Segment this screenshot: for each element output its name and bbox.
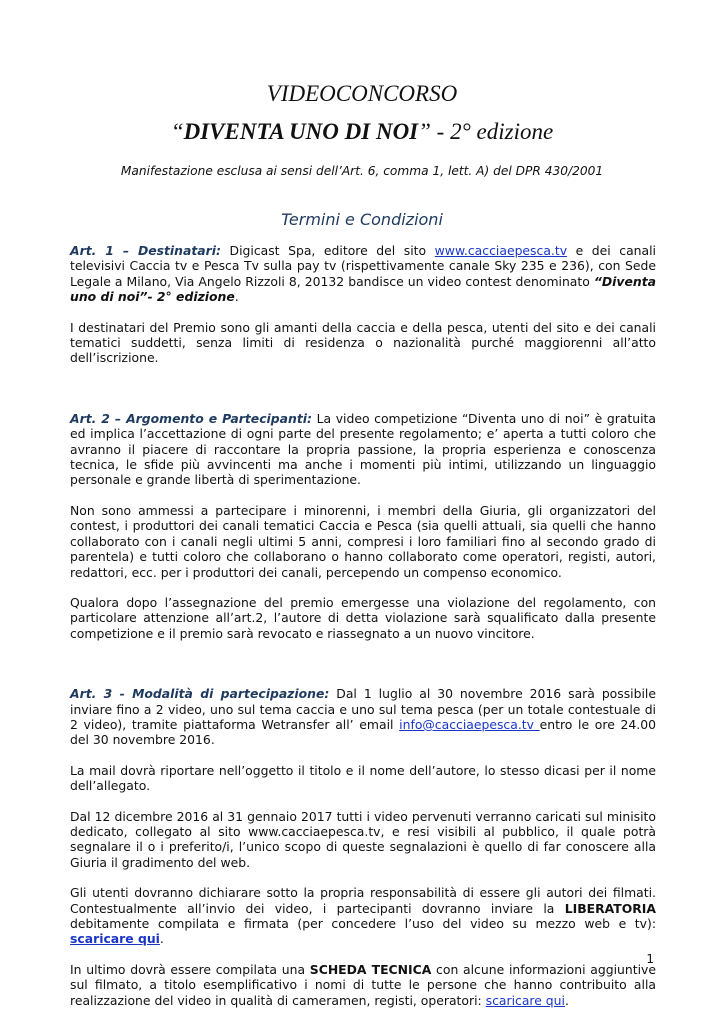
art2-text: La video competizione “Diventa uno di noi” è gratuita ed implica l’accettazione di ogni parte del presente regolamento; e’ aperta a tutti coloro che avranno il piacere di raccontare la propria passione, la propria esperienza e conoscenza tecnica, le sfide più avvincenti ma anche i momenti più intimi, utilizzando un linguaggio personale e grande libertà di sperimentazione. (70, 410, 656, 488)
art3-text-a: Dal 1 luglio al 30 novembre 2016 sarà possibile inviare fino a 2 video, uno sul tema caccia e uno sul tema pesca (per un totale contestuale di 2 video), tramite piattaforma Wetransfer all’ email (70, 686, 656, 732)
art2-paragraph-1 (70, 411, 656, 488)
art3-p5-text-a: In ultimo dovrà essere compilata una (70, 961, 310, 977)
art3-p4-text-c: . (159, 931, 164, 947)
legal-note: Manifestazione esclusa ai sensi dell’Art. 6, comma 1, lett. A) del DPR 430/2001 (120, 164, 604, 178)
scheda-tecnica-label: SCHEDA TECNICA (309, 961, 432, 977)
document-body (70, 243, 656, 1023)
liberatoria-label: LIBERATORIA (564, 900, 656, 916)
art3-paragraph-5 (70, 962, 656, 1008)
page-number: 1 (646, 952, 654, 966)
art1-lead: Art. 1 – Destinatari: (70, 243, 221, 258)
art3-text-b: entro le ore 24.00 del 30 novembre 2016. (70, 716, 656, 748)
subtitle-quote-open: “ (170, 119, 184, 144)
site-link[interactable]: www.cacciaepesca.tv (434, 243, 568, 258)
subtitle-edition: ” - 2° edizione (418, 119, 554, 144)
art2-lead: Art. 2 – Argomento e Partecipanti: (70, 410, 312, 426)
art3-paragraph-2: La mail dovrà riportare nell’oggetto il titolo e il nome dell’autore, lo stesso dicasi per il nome dell’allegato. (70, 762, 656, 794)
art3-lead: Art. 3 - Modalità di partecipazione: (70, 686, 330, 702)
art1-text-b: e dei canali televisivi Caccia tv e Pesca Tv sulla pay tv (rispettivamente canale Sky 235 e 236), con Sede Legale a Milano, Via Angelo Rizzoli 8, 20132 bandisce un video contest denominato (70, 243, 657, 289)
art2-paragraph-3: Qualora dopo l’assegnazione del premio emergesse una violazione del regolamento, con particolare attenzione all’art.2, l’autore di detta violazione sarà squalificato dalla presente competizione e il premio sarà revocato e riassegnato a un nuovo vincitore. (70, 594, 656, 641)
art1-text-a: Digicast Spa, editore del sito (220, 243, 435, 258)
art3-paragraph-4 (70, 885, 656, 947)
spacer (70, 656, 656, 686)
art3-paragraph-1 (70, 686, 656, 748)
art3-paragraph-3: Dal 12 dicembre 2016 al 31 gennaio 2017 tutti i video pervenuti verranno caricati sul minisito dedicato, collegato al sito www.cacciaepesca.tv, e resi visibili al pubblico, il quale potrà segnalare il o i preferito/i, l’unico scopo di queste segnalazioni è quello di far conoscere alla Giuria il gradimento del web. (70, 808, 656, 870)
document-title: VIDEOCONCORSO (266, 81, 458, 106)
contest-name: “Diventa uno di noi”- 2° edizione (70, 273, 656, 305)
art2-paragraph-2: Non sono ammessi a partecipare i minorenni, i membri della Giuria, gli organizzatori del contest, i produttori dei canali tematici Caccia e Pesca (sia quelli attuali, sia quelli che hanno collaborato con i canali negli ultimi 5 anni, compresi i loro familiari fino al secondo grado di parentela) e tutti coloro che collaborano o hanno collaborato come operatori, registi, autori, redattori, ecc. per i produttori dei canali, percependo un compenso economico. (70, 502, 656, 580)
art3-p5-text-b: con alcune informazioni aggiuntive sul filmato, a titolo esemplificativo i nomi di tutte le persone che hanno contribuito alla realizzazione del video in qualità di cameramen, registi, operatori: (70, 961, 657, 1008)
art3-p4-text-b: debitamente compilata e firmata (per concedere l’uso del video su mezzo web e tv): (70, 916, 656, 931)
download-liberatoria-link[interactable]: scaricare qui (70, 931, 160, 947)
art1-paragraph-1 (70, 243, 656, 305)
subtitle-main: DIVENTA UNO DI NOI (183, 119, 419, 144)
art3-p5-text-c: . (564, 992, 569, 1008)
spacer (70, 381, 656, 411)
document-subtitle (0, 119, 724, 144)
section-heading: Termini e Condizioni (281, 210, 443, 229)
art1-text-c: . (234, 289, 239, 305)
art3-p4-text-a: Gli utenti dovranno dichiarare sotto la propria responsabilità di essere gli autori dei filmati. Contestualmente all’invio dei video, i partecipanti dovranno inviare la (70, 885, 656, 916)
art1-paragraph-2: I destinatari del Premio sono gli amanti della caccia e della pesca, utenti del sito e dei canali tematici suddetti, senza limiti di residenza o nazionalità purché maggiorenni all’atto dell’iscrizione. (70, 319, 656, 366)
download-scheda-link[interactable]: scaricare qui (485, 992, 565, 1008)
email-link[interactable]: info@cacciaepesca.tv (399, 716, 540, 732)
